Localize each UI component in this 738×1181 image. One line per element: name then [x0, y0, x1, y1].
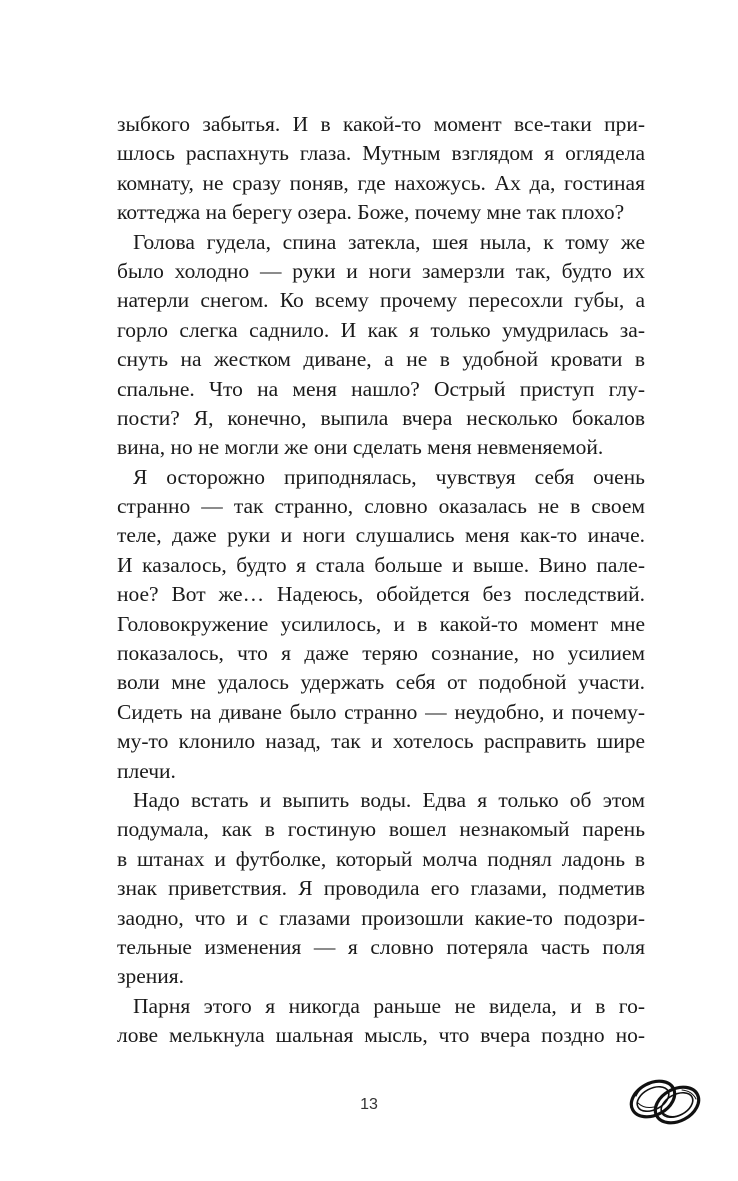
text-line: Голова гудела, спина затекла, шея ныла, к тому же — [133, 229, 645, 254]
text-line: Головокружение усилилось, и в какой-то момент мне — [117, 611, 645, 636]
text-line: знак приветствия. Я проводила его глазами, подметив — [117, 876, 645, 901]
wedding-rings-icon — [624, 1072, 706, 1130]
text-line: заодно, что и с глазами произошли какие-то подозри- — [117, 905, 645, 930]
text-line: теле, даже руки и ноги слушались меня как-то иначе. — [117, 523, 645, 548]
text-line: Парня этого я никогда раньше не видела, и в го- — [133, 993, 645, 1018]
text-line: в штанах и футболке, который молча поднял ладонь в — [117, 846, 645, 871]
text-line: подумала, как в гостиную вошел незнакомый парень — [117, 817, 645, 842]
text-line: плечи. — [117, 758, 176, 783]
text-line: комнату, не сразу поняв, где нахожусь. Ах да, гостиная — [117, 170, 645, 195]
text-line: Надо встать и выпить воды. Едва я только об этом — [133, 787, 645, 812]
text-line: тельные изменения — я словно потеряла часть поля — [117, 934, 645, 959]
text-line: спальне. Что на меня нашло? Острый приступ глу- — [117, 376, 645, 401]
body-text — [117, 110, 645, 1051]
text-line: ное? Вот же… Надеюсь, обойдется без последствий. — [117, 582, 645, 607]
text-line: странно — так странно, словно оказалась не в своем — [117, 494, 645, 519]
text-line: зыбкого забытья. И в какой-то момент все-таки при- — [117, 112, 645, 136]
text-line: было холодно — руки и ноги замерзли так, будто их — [117, 258, 645, 283]
text-line: лове мелькнула шальная мысль, что вчера поздно но- — [117, 1023, 645, 1048]
text-line: коттеджа на берегу озера. Боже, почему мне так плохо? — [117, 200, 625, 225]
text-line: натерли снегом. Ко всему прочему пересохли губы, а — [117, 288, 645, 313]
text-line: шлось распахнуть глаза. Мутным взглядом я оглядела — [117, 141, 645, 166]
text-line: вина, но не могли же они сделать меня невменяемой. — [117, 435, 604, 460]
text-line: Я осторожно приподнялась, чувствуя себя очень — [133, 464, 645, 489]
text-line: снуть на жестком диване, а не в удобной кровати в — [117, 347, 645, 372]
text-line: Сидеть на диване было странно — неудобно, и почему- — [117, 699, 645, 724]
text-line: показалось, что я даже теряю сознание, но усилием — [117, 641, 645, 666]
text-line: горло слегка саднило. И как я только умудрилась за- — [117, 317, 645, 342]
page-number: 13 — [360, 1096, 378, 1113]
text-line: зрения. — [117, 964, 185, 989]
text-line: И казалось, будто я стала больше и выше. Вино пале- — [117, 552, 645, 577]
text-line: му-то клонило назад, так и хотелось расправить шире — [117, 729, 645, 754]
text-line: воли мне удалось удержать себя от подобной участи. — [117, 670, 645, 695]
text-line: пости? Я, конечно, выпила вчера несколько бокалов — [117, 405, 645, 430]
